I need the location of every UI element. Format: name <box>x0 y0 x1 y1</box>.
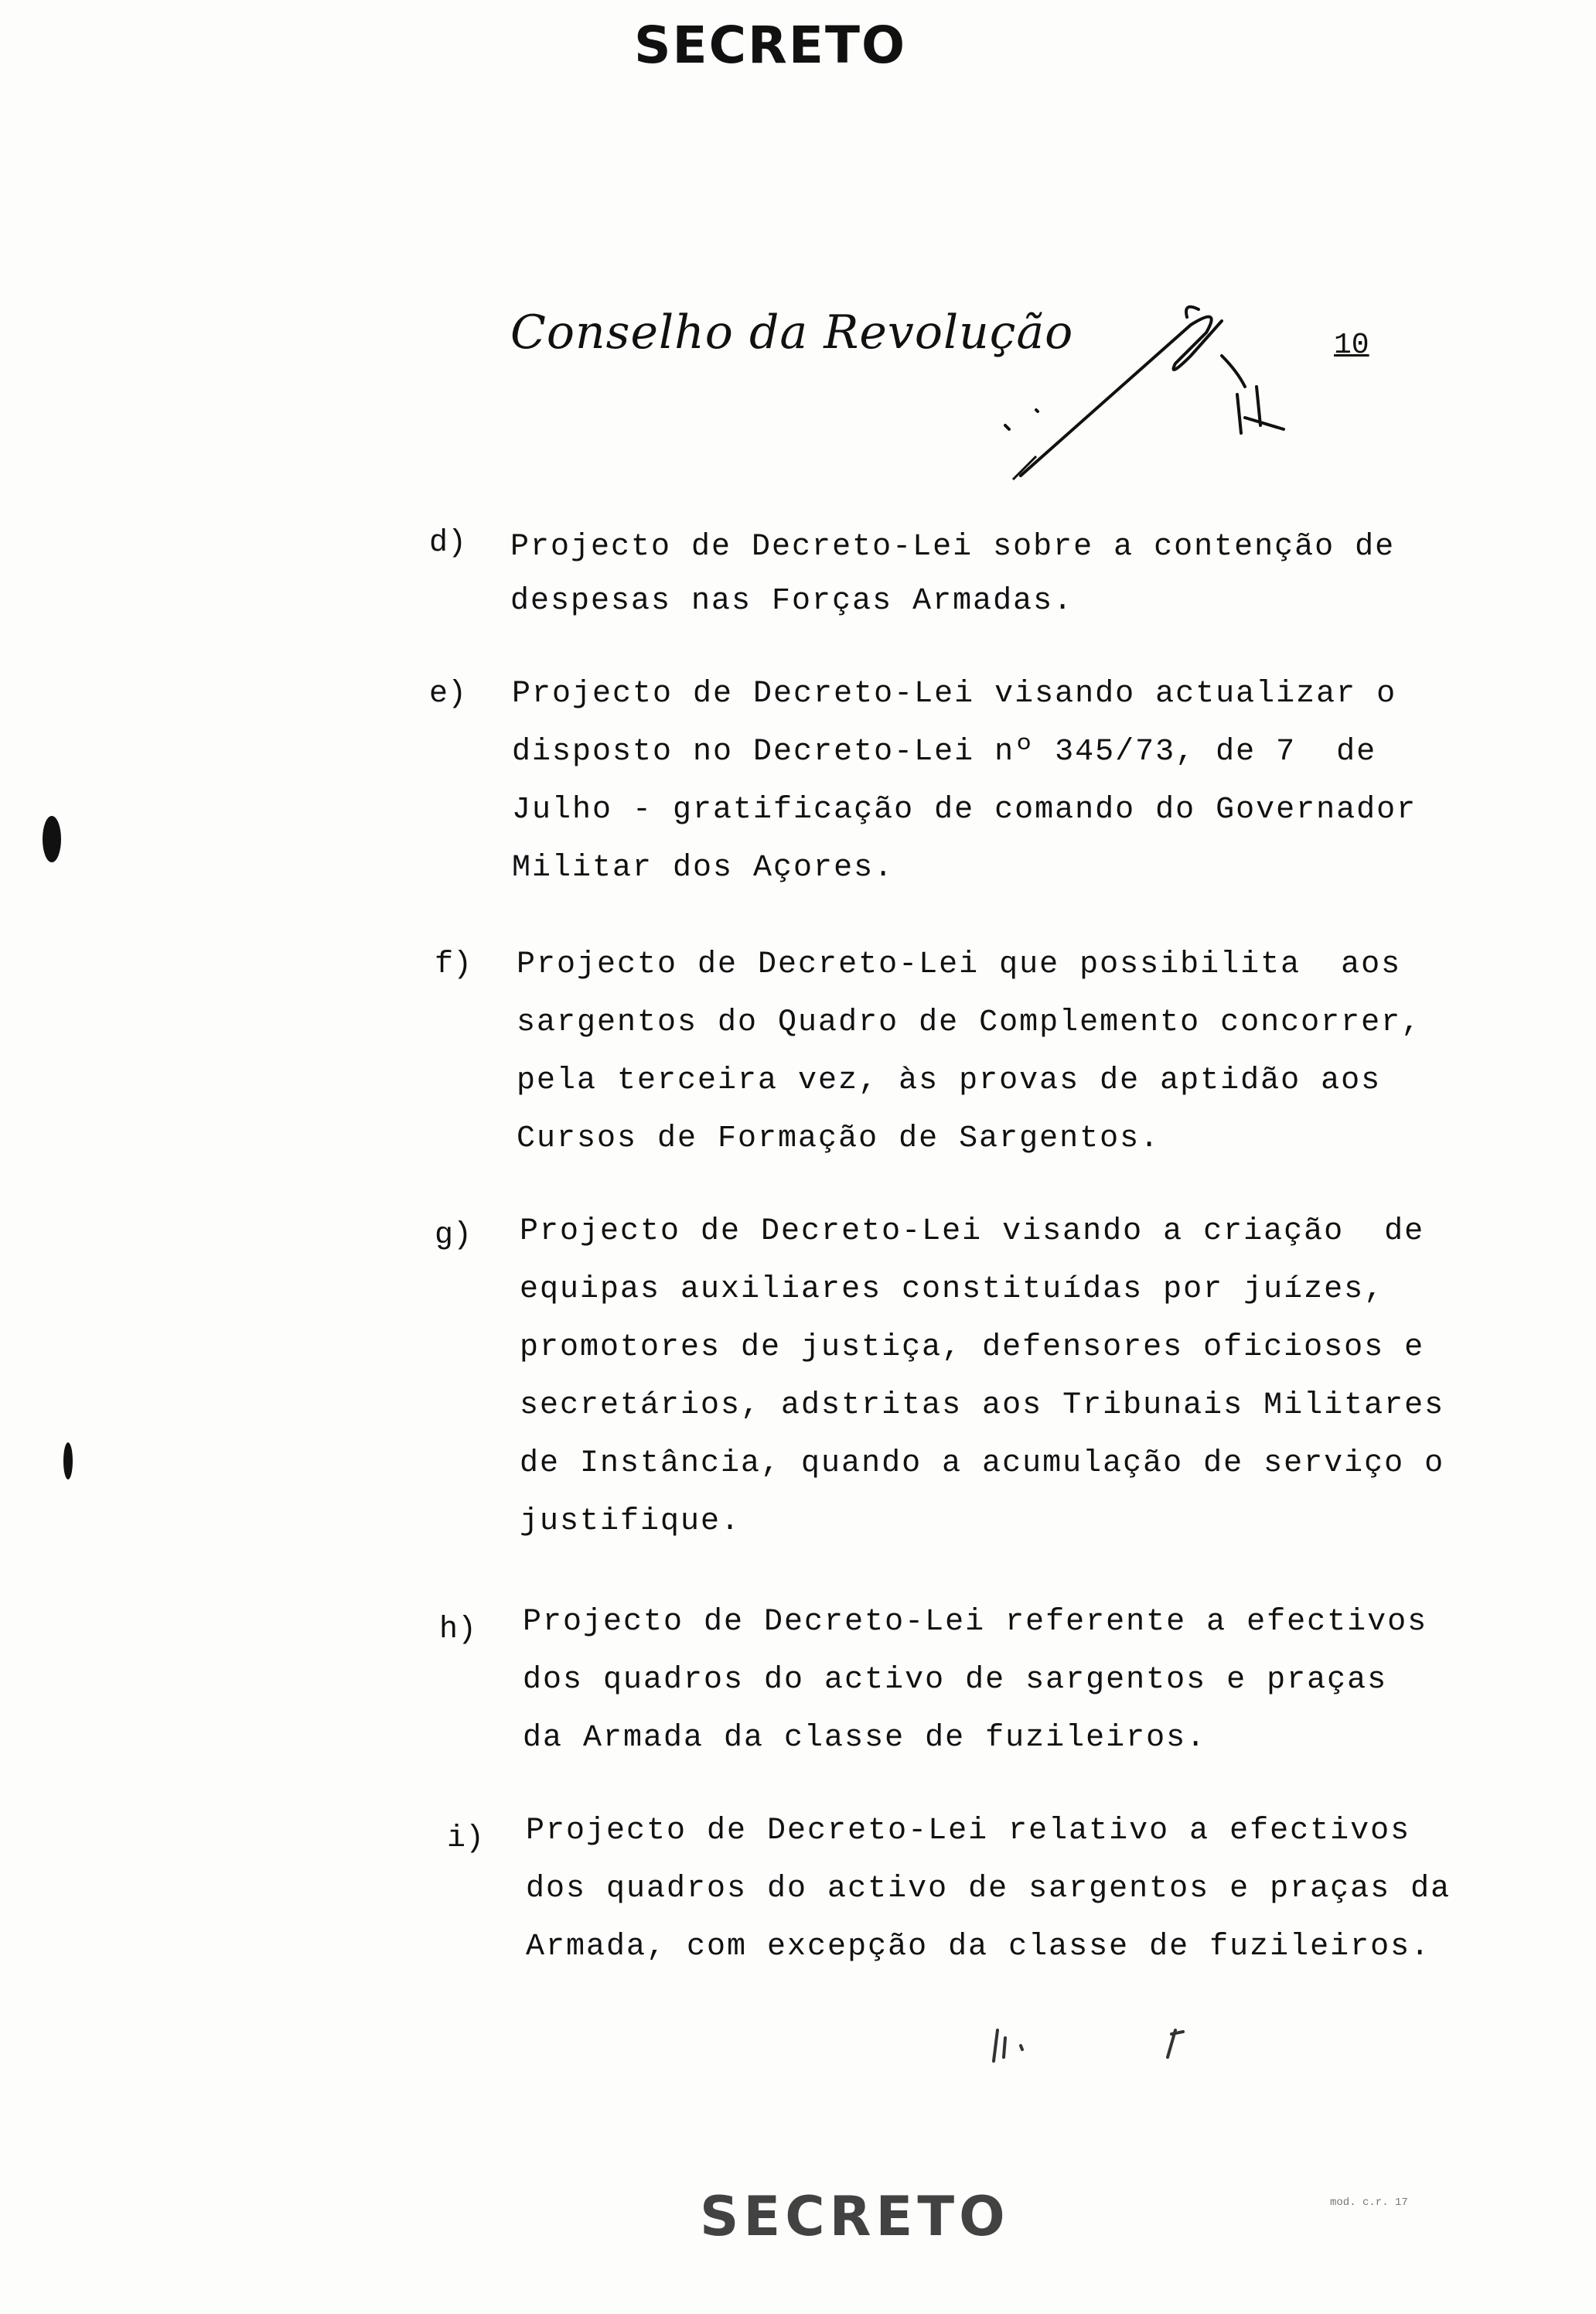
page-number: 10 <box>1334 329 1369 362</box>
item-line: de Instância, quando a acumulação de serviço o <box>520 1446 1445 1481</box>
item-label: f) <box>435 947 472 982</box>
item-line: dos quadros do activo de sargentos e praças da <box>526 1872 1451 1906</box>
classification-stamp-top: SECRETO <box>634 15 907 75</box>
item-line: Projecto de Decreto-Lei visando a criação de <box>520 1214 1425 1249</box>
binder-hole-mark <box>63 1442 73 1480</box>
item-line: Projecto de Decreto-Lei visando actualizar o <box>512 677 1397 712</box>
item-line: Projecto de Decreto-Lei relativo a efectivos <box>526 1814 1411 1848</box>
item-line: Julho - gratificação de comando do Governador <box>512 793 1417 828</box>
item-line: Armada, com excepção da classe de fuzileiros. <box>526 1930 1431 1964</box>
item-line: promotores de justiça, defensores oficiosos e <box>520 1330 1425 1365</box>
item-line: pela terceira vez, às provas de aptidão aos <box>517 1063 1382 1098</box>
binder-hole-mark <box>43 816 61 862</box>
item-line: equipas auxiliares constituídas por juízes, <box>520 1272 1385 1307</box>
item-label: e) <box>429 677 467 712</box>
item-label: h) <box>439 1613 477 1647</box>
item-line: justifique. <box>520 1504 742 1539</box>
item-line: Projecto de Decreto-Lei sobre a contenção de <box>510 530 1396 565</box>
ink-smudge <box>974 2022 1199 2069</box>
item-line: dos quadros do activo de sargentos e praças <box>523 1663 1388 1698</box>
item-line: Projecto de Decreto-Lei que possibilita aos <box>517 947 1402 982</box>
item-line: da Armada da classe de fuzileiros. <box>523 1721 1207 1756</box>
classification-stamp-bottom: SECRETO <box>700 2185 1010 2248</box>
item-line: Projecto de Decreto-Lei referente a efectivos <box>523 1605 1428 1640</box>
item-line: secretários, adstritas aos Tribunais Militares <box>520 1388 1445 1423</box>
item-line: despesas nas Forças Armadas. <box>510 584 1074 619</box>
signature-image <box>990 302 1315 495</box>
item-line: Militar dos Açores. <box>512 851 895 886</box>
letterhead-title: Conselho da Revolução <box>510 305 1074 360</box>
item-label: g) <box>435 1218 472 1253</box>
item-line: Cursos de Formação de Sargentos. <box>517 1121 1161 1156</box>
item-label: i) <box>447 1821 485 1856</box>
item-line: sargentos do Quadro de Complemento concorrer, <box>517 1005 1422 1040</box>
form-code: mod. c.r. 17 <box>1330 2196 1408 2209</box>
item-label: d) <box>429 526 467 561</box>
item-line: disposto no Decreto-Lei nº 345/73, de 7 de <box>512 735 1377 770</box>
